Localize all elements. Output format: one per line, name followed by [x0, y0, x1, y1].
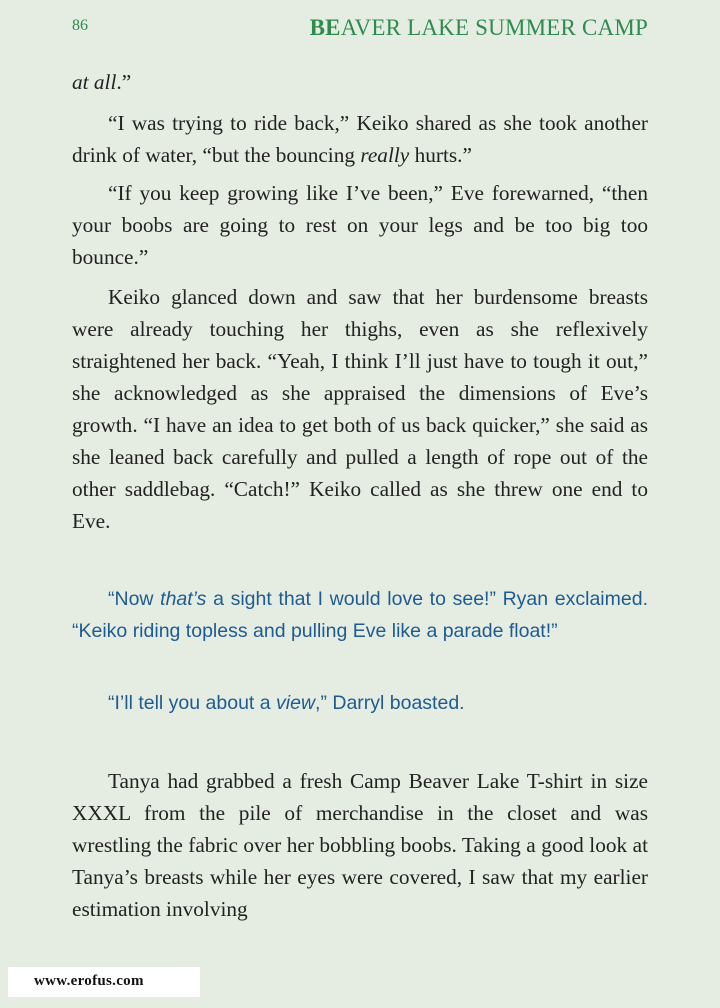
watermark-text: www.erofus.com [34, 973, 144, 989]
paragraph-darryl-boasted [72, 687, 648, 719]
text-run: “Now [108, 588, 161, 610]
text-run: “If you keep growing like I’ve been,” Eve forewarned, “then your boobs are going to rest on your legs and be too big too bounce.” [72, 181, 648, 269]
text-run: ,” Darryl boasted. [315, 692, 465, 714]
text-run: .” [116, 70, 132, 94]
text-run: “I’ll tell you about a [108, 692, 277, 714]
emphasis-text: at all [72, 70, 117, 94]
running-head [310, 15, 648, 41]
text-run: Tanya had grabbed a fresh Camp Beaver Lake T-shirt in size XXXL from the pile of merchandise in the closet and was wrestling the fabric over her bobbling boobs. Taking a good look at Tanya’s breasts while her eyes were covered, I saw that my earlier estimation involving [72, 769, 648, 921]
running-head-rest: AVER LAKE SUMMER CAMP [340, 15, 648, 40]
watermark [8, 967, 200, 997]
paragraph-tanya-shirt [72, 765, 648, 925]
emphasis-text: really [360, 143, 410, 167]
page-number: 86 [72, 17, 88, 34]
text-run: Keiko glanced down and saw that her burdensome breasts were already touching her thighs, even as she reflexively straightened her back. “Yeah, I think I’ll just have to tough it out,” she acknowledged as she appraised the dimensions of Eve’s growth. “I have an idea to get both of us back quicker,” she said as she leaned back carefully and pulled a length of rope out of the other saddlebag. “Catch!” Keiko called as she threw one end to Eve. [72, 285, 648, 533]
emphasis-text: that’s [160, 588, 207, 610]
text-run: a sight that I would love to see!” Ryan exclaimed. “Keiko riding topless and pulling Eve like a parade float!” [72, 588, 648, 642]
text-run: “I was trying to ride back,” Keiko shared as she took another drink of water, “but the bouncing [72, 111, 648, 167]
paragraph-keiko-ride [72, 107, 648, 171]
emphasis-text: view [276, 692, 316, 714]
paragraph-ryan-exclaimed [72, 583, 648, 647]
paragraph-keiko-rope [72, 281, 648, 537]
paragraph-eve-forewarned [72, 177, 648, 273]
paragraph-continuation [72, 66, 648, 98]
text-run: hurts.” [409, 143, 472, 167]
running-head-initial: BE [309, 15, 341, 40]
